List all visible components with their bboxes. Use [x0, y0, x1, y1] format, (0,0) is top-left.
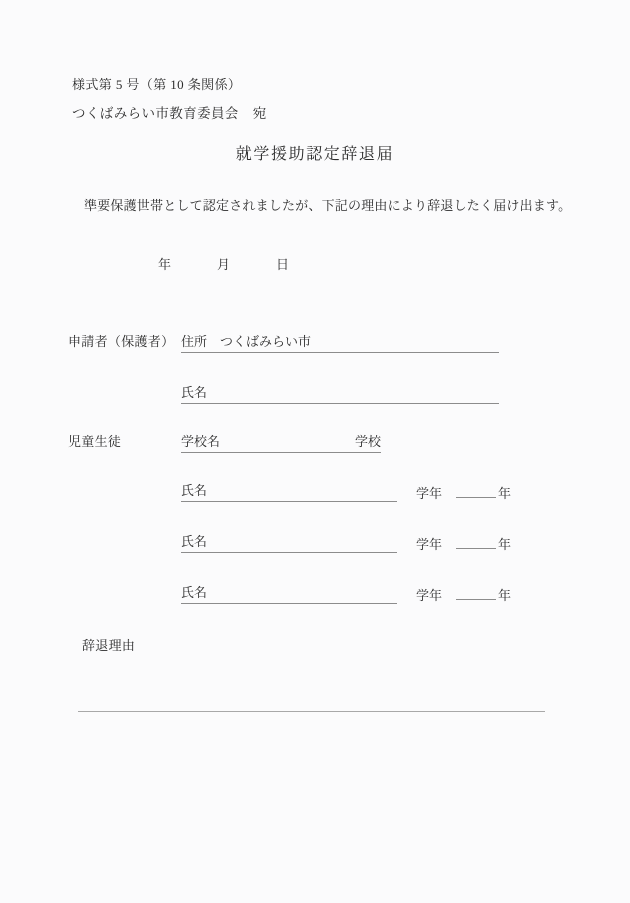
reason-divider	[78, 711, 545, 712]
student-grade-unit: 年	[498, 588, 512, 603]
date-line	[158, 258, 289, 271]
applicant-address-label: 住所 つくばみらい市	[181, 334, 312, 349]
school-name-suffix: 学校	[354, 434, 381, 449]
table-row	[181, 586, 511, 608]
date-day-label: 日	[276, 257, 290, 272]
student-grade-unit: 年	[498, 486, 512, 501]
applicant-name-label: 氏名	[181, 385, 208, 400]
student-grade-label: 学年	[416, 537, 443, 552]
page-title: 就学援助認定辞退届	[235, 146, 395, 163]
student-name-field[interactable]	[181, 586, 397, 604]
applicant-address-field[interactable]	[181, 335, 499, 353]
student-grade-label: 学年	[416, 486, 443, 501]
student-grade-group	[416, 484, 511, 504]
student-name-field[interactable]	[181, 535, 397, 553]
student-name-label: 氏名	[181, 585, 208, 600]
intro-statement: 準要保護世帯として認定されましたが、下記の理由により辞退したく届け出ます。	[84, 198, 572, 213]
student-grade-label: 学年	[416, 588, 443, 603]
student-name-label: 氏名	[181, 483, 208, 498]
student-section-label: 児童生徒	[68, 434, 122, 449]
date-month-label: 月	[217, 257, 231, 272]
form-number: 様式第 5 号（第 10 条関係）	[72, 77, 242, 92]
applicant-name-field[interactable]	[181, 386, 499, 404]
student-grade-input[interactable]	[456, 535, 496, 549]
table-row	[181, 535, 511, 557]
table-row	[181, 484, 511, 506]
reason-label: 辞退理由	[82, 638, 136, 653]
student-grade-input[interactable]	[456, 586, 496, 600]
student-grade-group	[416, 586, 511, 606]
student-name-field[interactable]	[181, 484, 397, 502]
student-grade-group	[416, 535, 511, 555]
student-grade-input[interactable]	[456, 484, 496, 498]
student-grade-unit: 年	[498, 537, 512, 552]
applicant-section-label: 申請者（保護者）	[68, 334, 175, 349]
date-year-label: 年	[158, 257, 172, 272]
addressee: つくばみらい市教育委員会 宛	[72, 106, 267, 121]
school-name-field[interactable]	[181, 435, 381, 453]
student-name-label: 氏名	[181, 534, 208, 549]
school-name-label: 学校名	[181, 434, 221, 449]
